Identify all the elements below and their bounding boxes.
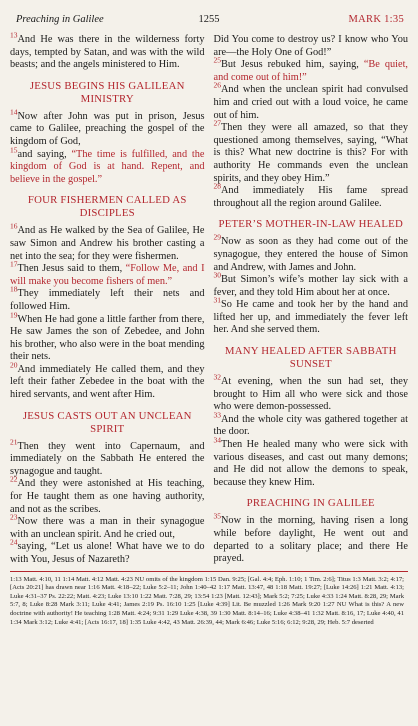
verse-25: $^{25}$But Jesus rebuked him, saying, “Be quiet, and come out of him!” (213, 55, 408, 83)
verse-32: $^{32}$At evening, when the sun had set, they brought to Him all who were sick and those who were demon-possessed. (213, 372, 408, 413)
section-heading: JESUS CASTS OUT AN UNCLEAN SPIRIT (22, 409, 192, 435)
verse-29: $^{29}$Now as soon as they had come out of the synagogue, they entered the house of Simon and Andrew, with James and John. (213, 232, 408, 273)
section-heading: PREACHING IN GALILEE (246, 497, 375, 510)
verse-24: $^{24}$saying, “Let us alone! What have we to do with You, Jesus of Nazareth? (10, 537, 205, 565)
words-of-jesus: “Be quiet, and come out of him!” (213, 59, 408, 83)
page-number: 1255 (198, 14, 220, 25)
verse-27: $^{27}$Then they were all amazed, so that they questioned among themselves, saying, “What is this? What new doctrine is this? For with authority He commands even the unclean spirits, and they obey Him.” (213, 118, 408, 184)
verse-14: $^{14}$Now after John was put in prison, Jesus came to Galilee, preaching the gospel of the kingdom of God, (10, 107, 205, 147)
verse-21: $^{21}$Then they went into Capernaum, and immediately on the Sabbath He entered the synagogue and taught. (10, 437, 205, 477)
running-header (10, 14, 408, 30)
chapter-verse-reference: MARK 1:35 (348, 14, 404, 25)
cross-reference-footnotes: 1:13 Matt. 4:10, 11 1:14 Matt. 4:12 Matt. 4:23 NU omits of the kingdom 1:15 Dan. 9:25; [Gal. 4:4; Eph. 1:10; 1 Tim. 2:6]; Titus 1:3 Matt. 3:2; 4:17; [Acts 20:21] has drawn near 1:16 Matt. 4:18–22; Luke 5:2–11; John 1:40–42 1:17 Matt. 13:47, 48 1:18 Matt. 19:27; [Luke 14:26] 1:21 Matt. 4:13; Luke 4:31–37 Ps. 22:22; Matt. 4:23; Luke 13:10 1:22 Matt. 7:28, 29; 13:54 1:23 [Matt. 12:43]; Mark 5:2; 7:25; Luke 4:33 1:24 Matt. 8:28, 29; Mark 5:7, 8; Luke 8:28 Mark 3:11; Luke 4:41; James 2:19 Ps. 16:10 1:25 [Luke 4:39] Lit. Be muzzled 1:26 Mark 9:20 1:27 NU What is this? A new doctrine with authority! He teaching 1:28 Matt. 4:24; 9:31 1:29 Luke 4:38, 39 1:30 Matt. 8:14–16; Luke 4:38–41 1:32 Matt. 8:16, 17; Luke 4:40, 41 1:34 Mark 3:12; Luke 4:41; [Acts 16:17, 18] 1:35 Luke 4:42, 43 Matt. 26:39, 44; Mark 6:46; Luke 5:16; 6:12; 9:28, 29; Heb. 5:7 deserted (10, 575, 404, 626)
verse-30: $^{30}$But Simon’s wife’s mother lay sick with a fever, and they told Him about her at once. (213, 270, 408, 298)
verse-23: $^{23}$Now there was a man in their synagogue with an unclean spirit. And he cried out, (10, 512, 205, 540)
verse-31: $^{31}$So He came and took her by the hand and lifted her up, and immediately the fever left her. And she served them. (213, 295, 408, 336)
words-of-jesus: “Follow Me, and I will make you become fishers of men.” (10, 263, 205, 287)
verse-19: $^{19}$When He had gone a little farther from there, He saw James the son of Zebedee, and John his brother, who also were in the boat mending their nets. (10, 310, 205, 363)
verse-16: $^{16}$And as He walked by the Sea of Galilee, He saw Simon and Andrew his brother casting a net into the sea; for they were fishermen. (10, 221, 205, 262)
left-column (10, 30, 205, 567)
section-running-title: Preaching in Galilee (16, 14, 104, 25)
words-of-jesus: “The time is fulfilled, and the kingdom of God is at hand. Repent, and believe in the gospel.” (10, 148, 205, 185)
verse-28: $^{28}$And immediately His fame spread throughout all the region around Galilee. (213, 181, 408, 209)
verse-24-cont: Did You come to destroy us? I know who You are—the Holy One of God!” (213, 34, 408, 58)
section-heading: MANY HEALED AFTER SABBATH SUNSET (224, 345, 397, 371)
section-heading: PETER’S MOTHER-IN-LAW HEALED (218, 218, 403, 231)
verse-35: $^{35}$Now in the morning, having risen a long while before daylight, He went out and departed to a solitary place; and there He prayed. (213, 511, 408, 565)
verse-13: $^{13}$And He was there in the wilderness forty days, tempted by Satan, and was with the wild beasts; and the angels ministered to Him. (10, 30, 205, 71)
right-column (214, 34, 409, 567)
verse-34: $^{34}$Then He healed many who were sick with various diseases, and cast out many demons; and He did not allow the demons to speak, because they knew Him. (213, 435, 408, 488)
text-columns (10, 30, 408, 567)
verse-18: $^{18}$They immediately left their nets and followed Him. (10, 284, 205, 312)
section-heading: JESUS BEGINS HIS GALILEAN MINISTRY (29, 79, 185, 105)
verse-20: $^{20}$And immediately He called them, and they left their father Zebedee in the boat with the hired servants, and went after Him. (10, 360, 205, 401)
verse-17: $^{17}$Then Jesus said to them, “Follow Me, and I will make you become fishers of men.” (10, 259, 205, 287)
section-heading: FOUR FISHERMEN CALLED AS DISCIPLES (27, 194, 187, 220)
footnote-divider (10, 571, 408, 572)
verse-33: $^{33}$And the whole city was gathered together at the door. (213, 410, 408, 438)
verse-22: $^{22}$And they were astonished at His teaching, for He taught them as one having authority, and not as the scribes. (10, 475, 205, 515)
verse-15: $^{15}$and saying, “The time is fulfilled, and the kingdom of God is at hand. Repent, and believe in the gospel.” (10, 145, 205, 185)
verse-26: $^{26}$And when the unclean spirit had convulsed him and cried out with a loud voice, he came out of him. (213, 80, 408, 121)
